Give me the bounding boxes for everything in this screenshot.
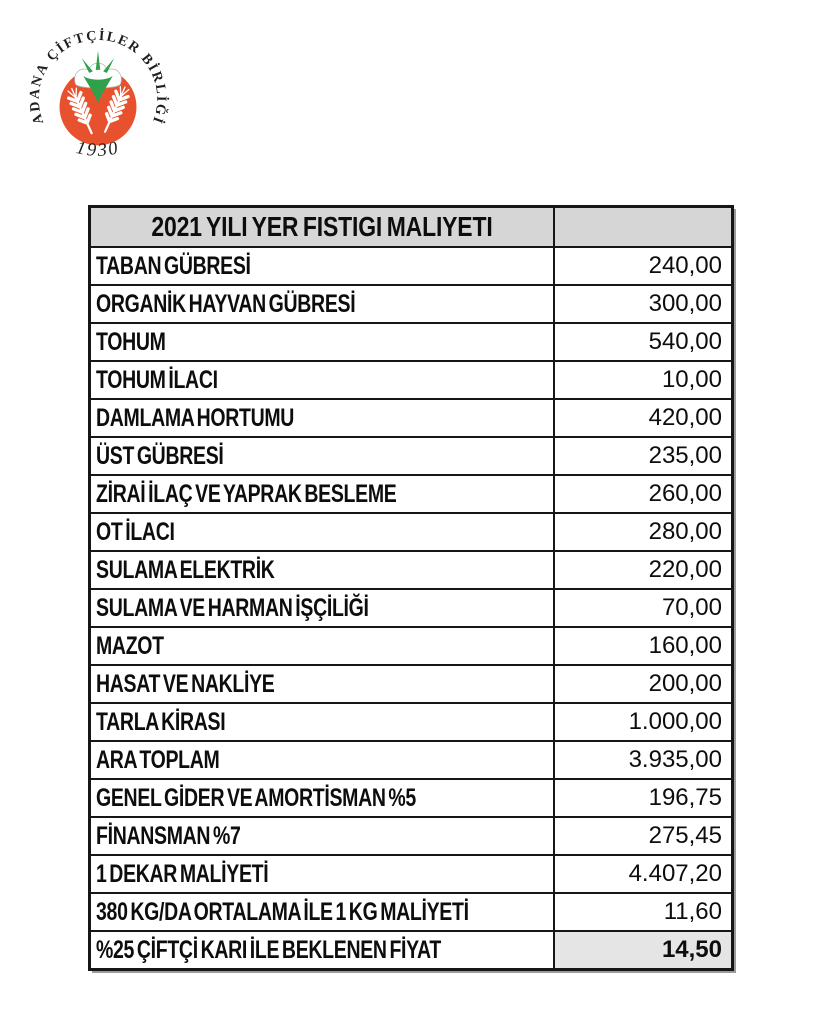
row-value: 4.407,20: [554, 855, 733, 893]
table-row: [90, 855, 733, 893]
row-label: ÜST GÜBRESİ: [96, 441, 224, 470]
row-value: 235,00: [554, 437, 733, 475]
row-label: DAMLAMA HORTUMU: [96, 403, 295, 432]
table-row: [90, 323, 733, 361]
table-row: [90, 475, 733, 513]
row-label: 1 DEKAR MALİYETİ: [96, 859, 269, 888]
svg-text:1930: [74, 138, 122, 161]
row-label: OT İLACI: [96, 517, 175, 546]
row-value: 10,00: [554, 361, 733, 399]
table-row: [90, 285, 733, 323]
logo-year: 1930: [74, 138, 122, 161]
row-value: 1.000,00: [554, 703, 733, 741]
row-label-cell: [90, 931, 554, 970]
row-label-cell: [90, 703, 554, 741]
row-label: GENEL GİDER VE AMORTİSMAN %5: [96, 783, 416, 812]
table-row: [90, 361, 733, 399]
table-row: [90, 513, 733, 551]
row-label: ARA TOPLAM: [96, 745, 220, 774]
row-value-highlighted: 14,50: [554, 931, 733, 970]
org-logo: [22, 24, 174, 172]
table-row: [90, 893, 733, 931]
row-label: MAZOT: [96, 631, 164, 660]
table-row-expected-price: [90, 931, 733, 970]
row-label: %25 ÇİFTÇİ KARI İLE BEKLENEN FİYAT: [96, 935, 441, 964]
table-row: [90, 627, 733, 665]
table-row: [90, 589, 733, 627]
row-label-cell: [90, 893, 554, 931]
row-label-cell: [90, 437, 554, 475]
row-value: 300,00: [554, 285, 733, 323]
table-row: [90, 551, 733, 589]
row-label: TOHUM: [96, 327, 166, 356]
table-title-empty-cell: [554, 207, 733, 248]
row-value: 3.935,00: [554, 741, 733, 779]
row-label: FİNANSMAN %7: [96, 821, 241, 850]
table-row: [90, 665, 733, 703]
row-label: ZİRAİ İLAÇ VE YAPRAK BESLEME: [96, 479, 397, 508]
row-label-cell: [90, 817, 554, 855]
row-label-cell: [90, 779, 554, 817]
table-row: [90, 779, 733, 817]
table-title: 2021 YILI YER FISTIGI MALIYETI: [151, 211, 493, 242]
row-label-cell: [90, 665, 554, 703]
table-row: [90, 817, 733, 855]
row-value: 540,00: [554, 323, 733, 361]
row-label: TOHUM İLACI: [96, 365, 218, 394]
cost-table: [88, 205, 734, 971]
row-label-cell: [90, 627, 554, 665]
table-row: [90, 741, 733, 779]
org-logo-svg: [22, 24, 174, 172]
row-value: 420,00: [554, 399, 733, 437]
table-row: [90, 437, 733, 475]
row-value: 196,75: [554, 779, 733, 817]
row-value: 280,00: [554, 513, 733, 551]
row-label-cell: [90, 399, 554, 437]
row-label-cell: [90, 513, 554, 551]
table-row: [90, 247, 733, 285]
row-label-cell: [90, 247, 554, 285]
table-title-cell: [90, 207, 554, 248]
row-label-cell: [90, 741, 554, 779]
row-label: SULAMA ELEKTRİK: [96, 555, 275, 584]
row-label-cell: [90, 323, 554, 361]
row-value: 260,00: [554, 475, 733, 513]
row-value: 160,00: [554, 627, 733, 665]
row-label-cell: [90, 475, 554, 513]
row-value: 240,00: [554, 247, 733, 285]
logo-arc-text: ADANA ÇİFTÇİLER BİRLİĞİ: [26, 27, 170, 127]
table-row: [90, 703, 733, 741]
table-header-row: [90, 207, 733, 248]
row-label-cell: [90, 855, 554, 893]
row-label-cell: [90, 285, 554, 323]
row-label-cell: [90, 361, 554, 399]
row-label: TARLA KİRASI: [96, 707, 226, 736]
row-label: TABAN GÜBRESİ: [96, 251, 251, 280]
row-label: 380 KG/DA ORTALAMA İLE 1 KG MALİYETİ: [96, 897, 469, 926]
row-value: 275,45: [554, 817, 733, 855]
row-label-cell: [90, 589, 554, 627]
row-value: 11,60: [554, 893, 733, 931]
row-value: 70,00: [554, 589, 733, 627]
row-value: 200,00: [554, 665, 733, 703]
row-label: HASAT VE NAKLİYE: [96, 669, 275, 698]
table-row: [90, 399, 733, 437]
row-value: 220,00: [554, 551, 733, 589]
row-label-cell: [90, 551, 554, 589]
row-label: SULAMA VE HARMAN İŞÇİLİĞİ: [96, 593, 369, 622]
row-label: ORGANİK HAYVAN GÜBRESİ: [96, 289, 356, 318]
